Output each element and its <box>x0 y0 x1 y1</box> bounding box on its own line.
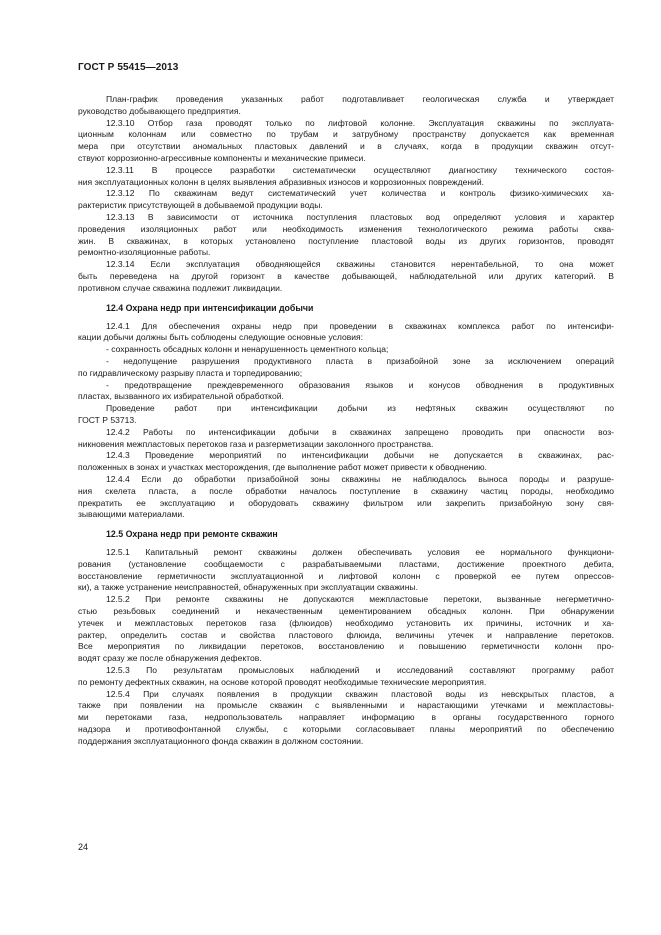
text-line: восстановление герметичности эксплуатационной и лифтовой колонн с проверкой ее путем опрессов- <box>78 570 614 581</box>
text-line: План-график проведения указанных работ подготавливает геологическая служба и утверждает <box>106 94 614 104</box>
text-line: 12.3.13 В зависимости от источника поступления пластовых вод определяют условия и характер <box>106 211 614 222</box>
text-line: проведения изоляционных работ или необходимость изменения технологического режима работы сква- <box>78 223 614 234</box>
text-line: Проведение работ при интенсификации добычи из нефтяных скважин осуществляют по <box>106 403 614 414</box>
text-line: рования (установление сообщаемости с разрабатываемыми пластами, достижение проектного дебита, <box>78 558 614 569</box>
text-line: ГОСТ Р 53713. <box>78 414 137 425</box>
text-line: - сохранность обсадных колонн и ненарушенность цементного кольца; <box>106 344 389 355</box>
section-heading: 12.5 Охрана недр при ремонте скважин <box>106 529 278 540</box>
paragraph <box>78 94 614 118</box>
paragraph <box>78 594 614 665</box>
text-line: ки), а также устранение неисправностей, обнаруженных при эксплуатации скважины. <box>78 582 418 593</box>
text-line: по гидравлическому разрыву пласта и торпедированию; <box>78 367 303 378</box>
paragraph <box>78 188 614 212</box>
paragraph <box>78 450 614 474</box>
paragraph <box>78 689 614 748</box>
text-line: 12.4.3 Проведение мероприятий по интенсификации добычи не допускается в скважинах, рас- <box>106 450 614 461</box>
text-line: 12.3.10 Отбор газа проводят только по лифтовой колонне. Эксплуатация скважины по эксплуата- <box>106 117 614 128</box>
text-line: кации добычи должны быть соблюдены следующие основные условия: <box>78 332 364 343</box>
text-line: 12.3.14 Если эксплуатация обводняющейся скважины становится нерентабельной, то она может <box>106 259 614 270</box>
text-line: ционным колоннам или совместно по трубам и затрубному пространству допускается как временная <box>78 129 614 140</box>
paragraph <box>78 321 614 345</box>
text-line: водят сразу же после обнаружения дефектов. <box>78 653 262 664</box>
text-line: 12.5.4 При случаях появления в продукции скважин пластовой воды из невскрытых пластов, а <box>106 688 614 699</box>
text-line: пластах, вызванного их избирательной обработкой. <box>78 391 284 402</box>
text-line: зывающими материалами. <box>78 509 185 520</box>
paragraph <box>78 212 614 259</box>
text-line: 12.3.12 По скважинам ведут систематический учет количества и контроль физико-химических ха- <box>106 188 614 199</box>
text-line: прекратить ее эксплуатацию и оборудовать скважину фильтром или закрепить призабойную зону свя- <box>78 497 614 508</box>
text-line: ремонтно-изоляционные работы. <box>78 247 211 258</box>
paragraph <box>78 474 614 521</box>
document-body <box>78 94 614 748</box>
paragraph <box>78 344 614 356</box>
text-line: руководство добывающего предприятия. <box>78 105 241 116</box>
text-line: ния скелета пласта, а после обработки началось поступление в скважину частиц породы, необходимо <box>78 485 614 496</box>
text-line: рактер, определить состав и свойства пластового флюида, величины утечек и направление перетоков. <box>78 629 614 640</box>
text-line: - предотвращение преждевременного образования языков и конусов обводнения в продуктивных <box>106 379 614 390</box>
text-line: - недопущение разрушения продуктивного пласта в призабойной зоне за исключением операций <box>106 355 614 366</box>
text-line: никновения межпластовых перетоков газа и разгерметизации заколонного пространства. <box>78 438 434 449</box>
text-line: 12.3.11 В процессе разработки систематически осуществляют диагностику технического состоя- <box>106 164 614 175</box>
page-number: 24 <box>78 842 89 852</box>
paragraph <box>78 403 614 427</box>
text-line: ствуют коррозионно-агрессивные компоненты и механические примеси. <box>78 152 366 163</box>
text-line: 12.4.1 Для обеспечения охраны недр при проведении в скважинах комплекса работ по интенсифи- <box>106 320 614 331</box>
text-line: надзора и противофонтанной службы, с которыми согласовывает планы мероприятий по обеспечению <box>78 724 614 735</box>
text-line: по ремонту дефектных скважин, на основе которой проводят необходимые технические мероприятия. <box>78 676 487 687</box>
text-line: стью резьбовых соединений и некачественным цементированием обсадных колонн. При обнаружении <box>78 606 614 617</box>
paragraph <box>78 259 614 294</box>
paragraph <box>78 665 614 689</box>
paragraph <box>78 380 614 404</box>
document-header: ГОСТ Р 55415—2013 <box>78 62 179 73</box>
text-line: Все мероприятия по ликвидации перетоков, восстановлению и повышению герметичности колонн про- <box>78 641 614 652</box>
text-line: ми перетоками газа, недропользователь направляет информацию в органы государственного горного <box>78 712 614 723</box>
text-line: поддержания эксплуатационного фонда скважин в должном состоянии. <box>78 735 364 746</box>
text-line: ния эксплуатационных колонн в целях выявления абразивных износов и коррозионных повреждений. <box>78 176 484 187</box>
text-line: противном случае скважина подлежит ликвидации. <box>78 282 283 293</box>
text-line: быть переведена на другой горизонт в качестве добывающей, наблюдательной или других категорий. В <box>78 270 614 281</box>
text-line: жин. В скважинах, в которых установлено поступление пластовой воды из других горизонтов, проводят <box>78 235 614 246</box>
text-line: также при появлении на промысле скважин с выявленными и нарастающими утечками и межпластовы- <box>78 700 614 711</box>
text-line: 12.5.2 При ремонте скважины не допускаются межпластовые перетоки, вызванные негерметично- <box>106 594 614 605</box>
text-line: 12.4.2 Работы по интенсификации добычи в скважинах запрещено проводить при опасности воз- <box>106 426 614 437</box>
text-line: 12.4.4 Если до обработки призабойной зоны скважины не наблюдалось выноса породы и разруше- <box>106 473 614 484</box>
text-line: рактеристик присутствующей в добываемой продукции воды. <box>78 200 323 211</box>
section-heading: 12.4 Охрана недр при интенсификации добычи <box>106 302 314 313</box>
paragraph <box>78 165 614 189</box>
text-line: 12.5.1 Капитальный ремонт скважины должен обеспечивать условия ее нормального функциони- <box>106 547 614 558</box>
text-line: положенных в зонах и участках месторождения, где выполнение работ может привести к обводнению. <box>78 462 487 473</box>
text-line: утечек и межпластовых перетоков газа (флюидов) необходимо установить их причины, источник и ха- <box>78 617 614 628</box>
paragraph <box>78 356 614 380</box>
paragraph <box>78 427 614 451</box>
paragraph <box>78 547 614 594</box>
text-line: 12.5.3 По результатам промысловых наблюдений и исследований составляют программу работ <box>106 665 614 676</box>
text-line: мера при отсутствии аномальных пластовых давлений и в случаях, когда в продукции скважин отсут- <box>78 141 614 152</box>
paragraph <box>78 118 614 165</box>
